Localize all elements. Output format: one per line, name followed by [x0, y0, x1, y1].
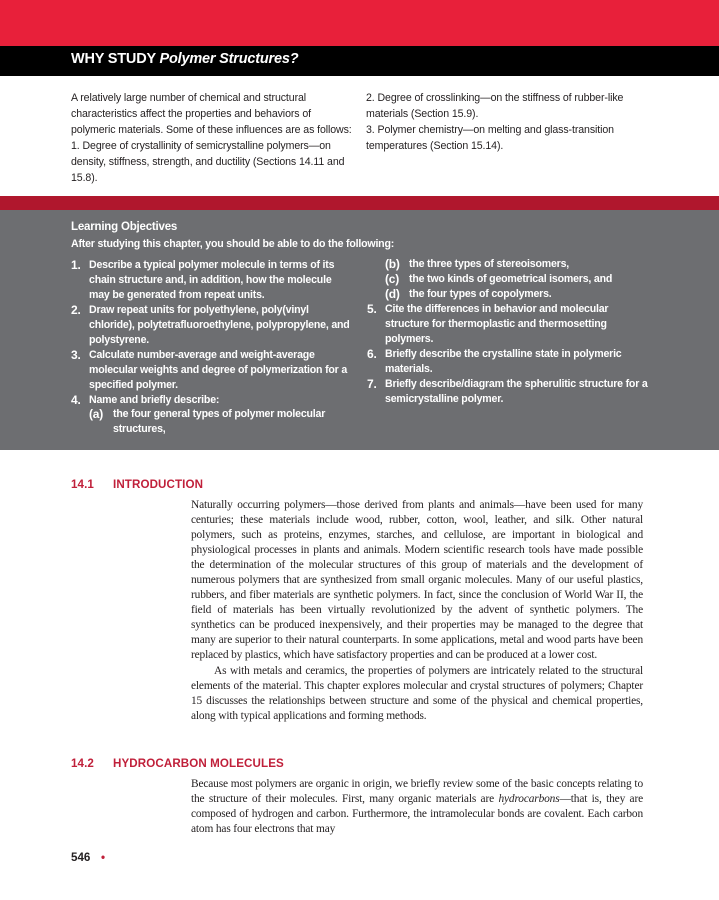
why-study-right-column [366, 91, 656, 155]
objective-text: Cite the differences in behavior and molecular structure for thermoplastic and thermosetting polymers. [385, 303, 609, 345]
paragraph: Naturally occurring polymers—those derived from plants and animals—have been used for many centuries; these materials include wood, rubber, cotton, wool, leather, and silk. Other natural polymers, such as proteins, enzymes, starches, and cellulose, are important in biological and physiological processes in plants and animals. Modern scientific research tools have made possible the determination of the molecular structures of this group of materials and the development of numerous polymers that are synthesized from small organic molecules. Many of our useful plastics, rubbers, and fiber materials are synthetic polymers. In fact, since the conclusion of World War II, the field of materials has been virtually revolutionized by the advent of synthetic polymers. The synthetics can be produced inexpensively, and their properties may be managed to the degree that many are superior to their natural counterparts. In some applications, metal and wood parts have been replaced by plastics, which have satisfactory properties and can be produced at a lower cost. [191, 499, 643, 662]
term-hydrocarbons: hydrocarbons [498, 793, 560, 806]
objective-text: Briefly describe/diagram the spherulitic structure for a semicrystalline polymer. [385, 378, 648, 405]
subitem-text: the four general types of polymer molecular structures, [113, 408, 326, 435]
learning-objectives-intro: After studying this chapter, you should be able to do the following: [71, 238, 395, 250]
objective-number: 5. [367, 302, 377, 316]
why-study-point-2: 2. Degree of crosslinking—on the stiffness of rubber-like materials (Section 15.9). [366, 92, 624, 120]
subitem-letter: (d) [385, 287, 400, 301]
objective-text: Describe a typical polymer molecule in terms of its chain structure and, in addition, how the molecule may be generated from repeat units. [89, 259, 335, 301]
objective-number: 4. [71, 393, 81, 407]
subitem-text: the three types of stereoisomers, [409, 258, 570, 270]
paragraph-text: —that is, they are composed of hydrogen and carbon. Furthermore, the intramolecular bonds are covalent. Each carbon atom has four electrons that may [191, 793, 644, 836]
objective-text: Draw repeat units for polyethylene, poly(vinyl chloride), polytetrafluoroethylene, polypropylene, and polystyrene. [89, 304, 350, 346]
objective-number: 6. [367, 347, 377, 361]
section-14-2-body [191, 777, 643, 837]
subitem-letter: (b) [385, 257, 400, 271]
objective-number: 1. [71, 258, 81, 272]
section-number: 14.1 [71, 478, 94, 491]
section-title: INTRODUCTION [113, 478, 204, 491]
paragraph-text: Because most polymers are organic in origin, we briefly review some of the basic concepts relating to the structure of their molecules. First, many organic materials are [191, 778, 643, 806]
objective-number: 7. [367, 377, 377, 391]
section-number: 14.2 [71, 757, 94, 770]
learning-objectives-heading: Learning Objectives [71, 221, 178, 233]
top-color-band [0, 0, 719, 46]
paragraph: As with metals and ceramics, the properties of polymers are intricately related to the structural elements of the material. This chapter explores molecular and crystal structures of polymers; Chapter 15 discusses the relationships between structure and some of the physical and chemical properties, along with typical applications and forming methods. [191, 664, 643, 722]
objective-number: 2. [71, 303, 81, 317]
page-number: 546 [71, 851, 91, 864]
objective-text: Calculate number-average and weight-average molecular weights and degree of polymerization for a specified polymer. [89, 349, 348, 391]
why-study-left-text: A relatively large number of chemical and structural characteristics affect the properties and behaviors of polymeric materials. Some of these influences are as follows: 1. Degree of crystallinity of semicrystalline polymers—on density, stiffness, strength, and ductility (Sections 14.11 and 15.8). [71, 92, 352, 184]
subitem-letter: (a) [89, 407, 104, 421]
why-study-title-prefix: WHY STUDY [71, 51, 156, 67]
subitem-text: the four types of copolymers. [409, 288, 552, 300]
subitem-letter: (c) [385, 272, 400, 286]
objective-text: Briefly describe the crystalline state in polymeric materials. [385, 348, 622, 375]
why-study-title-topic: Polymer Structures? [159, 51, 299, 67]
why-study-title [71, 51, 298, 67]
section-heading-14-2 [71, 757, 284, 770]
subitem-text: the two kinds of geometrical isomers, and [409, 273, 613, 285]
section-heading-14-1 [71, 478, 203, 491]
objective-text: Name and briefly describe: [89, 394, 220, 406]
why-study-point-3: 3. Polymer chemistry—on melting and glass-transition temperatures (Section 15.14). [366, 123, 614, 152]
learning-objectives-red-strip [0, 196, 719, 210]
objective-number: 3. [71, 348, 81, 362]
why-study-left-column [71, 91, 353, 186]
paragraph [191, 777, 643, 837]
section-14-1-body [191, 498, 643, 724]
page-number-bullet: • [101, 851, 106, 864]
section-title: HYDROCARBON MOLECULES [113, 757, 284, 770]
